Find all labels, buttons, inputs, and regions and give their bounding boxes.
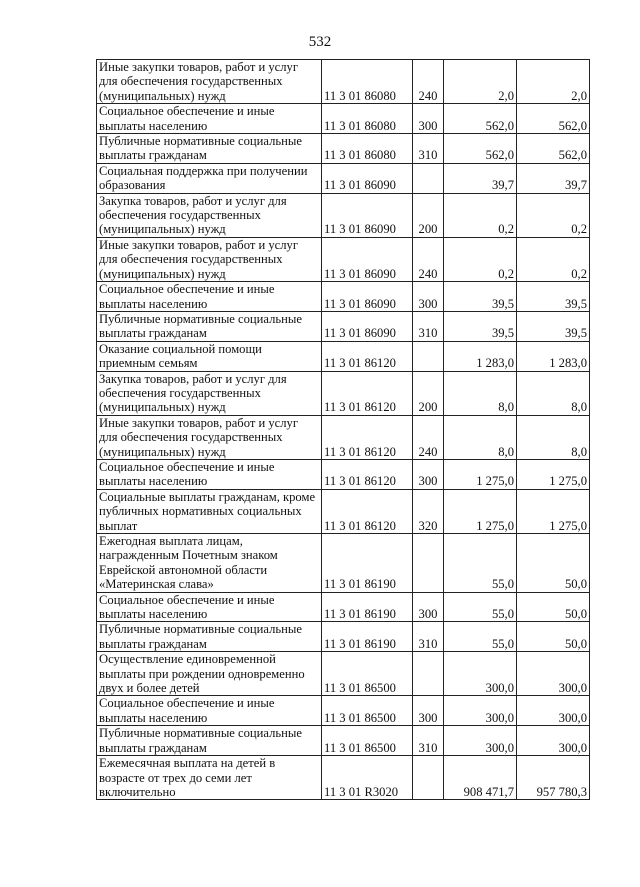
row-name-cell [97,341,322,371]
row-expense-kind: 200 [413,193,444,237]
row-amount-first: 2,0 [444,60,517,104]
row-amount-second: 1 275,0 [517,489,590,533]
row-name-cell [97,237,322,281]
row-name-cell [97,415,322,459]
row-target-code: 11 3 01 86090 [322,311,413,341]
row-expense-kind: 310 [413,134,444,164]
row-expense-kind [413,652,444,696]
row-amount-first: 39,5 [444,282,517,312]
row-name: Иные закупки товаров, работ и услуг для обеспечения государственных (муниципальных) нужд [99,415,299,459]
row-amount-second: 8,0 [517,415,590,459]
table-row [97,134,590,164]
table-row [97,726,590,756]
table-row [97,193,590,237]
row-target-code: 11 3 01 86500 [322,696,413,726]
table-row [97,311,590,341]
row-target-code: 11 3 01 86090 [322,237,413,281]
row-expense-kind: 300 [413,696,444,726]
row-target-code: 11 3 01 86190 [322,622,413,652]
row-name: Ежемесячная выплата на детей в возрасте от трех до семи лет включительно [99,756,276,799]
row-target-code: 11 3 01 86080 [322,104,413,134]
table-row [97,756,590,800]
table-row [97,371,590,415]
row-amount-first: 8,0 [444,415,517,459]
table-row [97,104,590,134]
row-amount-second: 562,0 [517,134,590,164]
row-target-code: 11 3 01 86120 [322,341,413,371]
row-name-cell [97,134,322,164]
row-amount-first: 39,5 [444,311,517,341]
row-amount-second: 39,7 [517,163,590,193]
table-row [97,592,590,622]
row-amount-first: 55,0 [444,592,517,622]
row-expense-kind [413,341,444,371]
row-amount-second: 562,0 [517,104,590,134]
row-amount-second: 300,0 [517,726,590,756]
row-target-code: 11 3 01 86120 [322,371,413,415]
row-name-cell [97,371,322,415]
row-name-cell [97,311,322,341]
row-amount-second: 0,2 [517,193,590,237]
row-name: Социальное обеспечение и иные выплаты населению [99,459,275,489]
row-amount-first: 300,0 [444,696,517,726]
row-name: Закупка товаров, работ и услуг для обеспечения государственных (муниципальных) нужд [99,193,287,237]
row-expense-kind: 240 [413,237,444,281]
row-target-code: 11 3 01 86500 [322,652,413,696]
page-number: 532 [308,34,332,50]
row-name-cell [97,489,322,533]
row-amount-first: 8,0 [444,371,517,415]
row-expense-kind: 310 [413,622,444,652]
row-expense-kind: 300 [413,592,444,622]
row-name: Публичные нормативные социальные выплаты гражданам [99,726,302,755]
row-amount-first: 39,7 [444,163,517,193]
row-name-cell [97,459,322,489]
row-expense-kind: 320 [413,489,444,533]
table-row [97,415,590,459]
row-name-cell [97,104,322,134]
row-amount-first: 0,2 [444,237,517,281]
table-row [97,282,590,312]
row-expense-kind: 310 [413,311,444,341]
row-name-cell [97,60,322,104]
row-name: Публичные нормативные социальные выплаты гражданам [99,134,302,163]
row-name: Осуществление единовременной выплаты при рождении одновременно двух и более детей [99,652,305,696]
row-expense-kind: 310 [413,726,444,756]
row-amount-first: 55,0 [444,622,517,652]
table-row [97,459,590,489]
row-expense-kind: 300 [413,459,444,489]
row-target-code: 11 3 01 86080 [322,134,413,164]
table-row [97,60,590,104]
table-row [97,652,590,696]
row-amount-second: 0,2 [517,237,590,281]
row-target-code: 11 3 01 86190 [322,534,413,593]
row-amount-second: 39,5 [517,282,590,312]
row-expense-kind: 300 [413,104,444,134]
table-row [97,534,590,593]
row-name: Социальное обеспечение и иные выплаты населению [99,696,275,725]
row-target-code: 11 3 01 86190 [322,592,413,622]
row-expense-kind: 200 [413,371,444,415]
row-name: Иные закупки товаров, работ и услуг для обеспечения государственных (муниципальных) нужд [99,237,299,281]
row-amount-first: 300,0 [444,652,517,696]
row-name: Оказание социальной помощи приемным семьям [99,341,262,371]
row-amount-second: 50,0 [517,592,590,622]
row-expense-kind: 240 [413,60,444,104]
row-expense-kind [413,534,444,593]
row-amount-second: 8,0 [517,371,590,415]
row-expense-kind [413,756,444,800]
row-amount-second: 1 283,0 [517,341,590,371]
row-amount-first: 562,0 [444,134,517,164]
table-row [97,163,590,193]
table-row [97,237,590,281]
row-name: Социальные выплаты гражданам, кроме публичных нормативных социальных выплат [99,489,316,533]
row-name: Публичные нормативные социальные выплаты гражданам [99,622,302,651]
row-name-cell [97,696,322,726]
row-amount-first: 1 275,0 [444,459,517,489]
row-name-cell [97,726,322,756]
row-amount-first: 1 283,0 [444,341,517,371]
row-name: Закупка товаров, работ и услуг для обеспечения государственных (муниципальных) нужд [99,371,287,415]
row-amount-second: 1 275,0 [517,459,590,489]
row-target-code: 11 3 01 86090 [322,193,413,237]
row-name-cell [97,534,322,593]
row-name-cell [97,592,322,622]
table-row [97,489,590,533]
row-name: Социальная поддержка при получении образования [99,163,308,193]
row-amount-second: 957 780,3 [517,756,590,800]
row-name: Иные закупки товаров, работ и услуг для обеспечения государственных (муниципальных) нужд [99,60,299,103]
row-expense-kind: 240 [413,415,444,459]
row-amount-second: 300,0 [517,652,590,696]
row-name: Ежегодная выплата лицам, награжденным Почетным знаком Еврейской автономной области «Материнская слава» [99,534,278,592]
row-name-cell [97,163,322,193]
row-expense-kind [413,163,444,193]
budget-table [96,59,590,800]
row-name-cell [97,282,322,312]
row-amount-first: 1 275,0 [444,489,517,533]
row-amount-second: 50,0 [517,534,590,593]
row-name: Публичные нормативные социальные выплаты гражданам [99,311,302,341]
row-name: Социальное обеспечение и иные выплаты населению [99,282,275,311]
row-target-code: 11 3 01 86080 [322,60,413,104]
row-target-code: 11 3 01 86090 [322,163,413,193]
row-target-code: 11 3 01 86120 [322,415,413,459]
row-target-code: 11 3 01 86120 [322,459,413,489]
row-target-code: 11 3 01 R3020 [322,756,413,800]
row-amount-first: 562,0 [444,104,517,134]
table-row [97,622,590,652]
row-name-cell [97,652,322,696]
row-amount-second: 300,0 [517,696,590,726]
row-expense-kind: 300 [413,282,444,312]
row-amount-second: 50,0 [517,622,590,652]
row-name-cell [97,193,322,237]
table-row [97,341,590,371]
row-target-code: 11 3 01 86500 [322,726,413,756]
row-name: Социальное обеспечение и иные выплаты населению [99,592,275,622]
table-row [97,696,590,726]
row-amount-first: 300,0 [444,726,517,756]
row-name: Социальное обеспечение и иные выплаты населению [99,104,275,133]
row-amount-first: 908 471,7 [444,756,517,800]
row-amount-second: 39,5 [517,311,590,341]
row-amount-first: 0,2 [444,193,517,237]
row-target-code: 11 3 01 86120 [322,489,413,533]
row-name-cell [97,756,322,800]
row-name-cell [97,622,322,652]
row-amount-first: 55,0 [444,534,517,593]
row-target-code: 11 3 01 86090 [322,282,413,312]
budget-table-body [97,60,590,800]
row-amount-second: 2,0 [517,60,590,104]
